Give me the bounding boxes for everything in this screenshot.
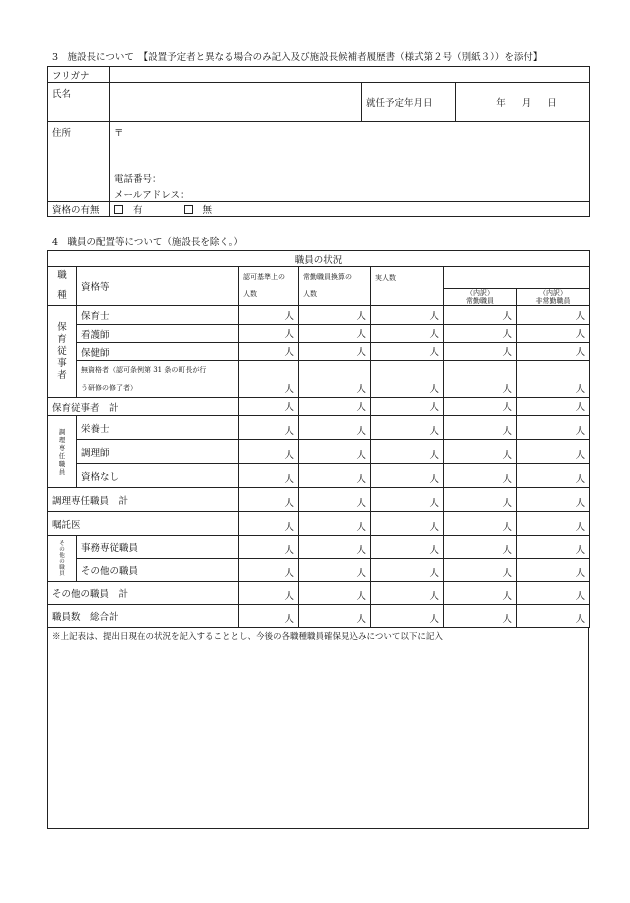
breakdown-header-blank bbox=[444, 267, 590, 289]
count-cell[interactable]: 人 bbox=[517, 464, 590, 488]
count-cell[interactable]: 人 bbox=[517, 536, 590, 559]
count-cell[interactable]: 人 bbox=[444, 361, 517, 398]
other-staff-group bbox=[48, 536, 77, 582]
count-cell[interactable]: 人 bbox=[517, 605, 590, 628]
group-char: 者 bbox=[57, 369, 67, 381]
group-char: の bbox=[59, 546, 65, 553]
count-cell[interactable]: 人 bbox=[444, 343, 517, 361]
count-cell[interactable]: 人 bbox=[371, 512, 444, 536]
fulltime-equiv-header-line: 人数 bbox=[303, 290, 317, 298]
childcare-worker-group bbox=[48, 306, 77, 398]
count-cell[interactable]: 人 bbox=[239, 440, 299, 464]
count-cell[interactable]: 人 bbox=[299, 464, 371, 488]
count-cell[interactable]: 人 bbox=[239, 559, 299, 582]
count-cell[interactable]: 人 bbox=[239, 306, 299, 325]
count-cell[interactable]: 人 bbox=[371, 306, 444, 325]
yes-checkbox[interactable] bbox=[114, 205, 123, 214]
yes-label: 有 bbox=[133, 205, 143, 216]
group-char: そ bbox=[59, 540, 65, 547]
count-cell[interactable]: 人 bbox=[517, 361, 590, 398]
count-cell[interactable]: 人 bbox=[239, 512, 299, 536]
row-label: 調理専任職員 計 bbox=[48, 488, 239, 512]
count-cell[interactable]: 人 bbox=[444, 605, 517, 628]
count-cell[interactable]: 人 bbox=[239, 325, 299, 343]
month-label: 月 bbox=[521, 98, 532, 109]
count-cell[interactable]: 人 bbox=[444, 440, 517, 464]
row-label: 資格なし bbox=[77, 464, 239, 488]
count-cell[interactable]: 人 bbox=[299, 536, 371, 559]
name-field[interactable] bbox=[110, 83, 362, 122]
count-cell[interactable]: 人 bbox=[299, 306, 371, 325]
approved-count-header bbox=[239, 267, 299, 306]
count-cell[interactable]: 人 bbox=[517, 440, 590, 464]
count-cell[interactable]: 人 bbox=[299, 605, 371, 628]
fulltime-staff-header-line: 常勤職員 bbox=[466, 297, 494, 305]
year-label: 年 bbox=[496, 98, 506, 109]
count-cell[interactable]: 人 bbox=[299, 343, 371, 361]
group-char: 調 bbox=[58, 427, 66, 436]
email-label: メールアドレス： bbox=[114, 190, 190, 201]
row-label: 事務専従職員 bbox=[77, 536, 239, 559]
group-char: 育 bbox=[57, 333, 67, 345]
postal-mark: 〒 bbox=[114, 128, 124, 139]
staffing-note: ※上記表は、提出日現在の状況を記入することとし、今後の各職種職員確保見込みについて以下に記入 bbox=[52, 632, 443, 642]
count-cell[interactable]: 人 bbox=[239, 464, 299, 488]
job-type-char: 職 bbox=[57, 270, 67, 281]
count-cell[interactable]: 人 bbox=[299, 488, 371, 512]
actual-count-header: 実人数 bbox=[371, 267, 444, 289]
approved-count-header-line: 人数 bbox=[243, 290, 257, 298]
count-cell[interactable]: 人 bbox=[239, 488, 299, 512]
count-cell[interactable]: 人 bbox=[299, 559, 371, 582]
count-cell[interactable]: 人 bbox=[299, 361, 371, 398]
count-cell[interactable]: 人 bbox=[239, 343, 299, 361]
group-char: 保 bbox=[57, 321, 67, 333]
approved-count-header-line: 認可基準上の bbox=[243, 273, 285, 281]
count-cell[interactable]: 人 bbox=[371, 605, 444, 628]
group-char: 従 bbox=[57, 345, 67, 357]
row-label-line: 無資格者（認可条例第 31 条の町長が行 bbox=[81, 366, 207, 374]
qualification-label: 資格の有無 bbox=[48, 202, 110, 217]
row-label: 保育士 bbox=[77, 306, 239, 325]
fulltime-staff-header-line: （内訳） bbox=[466, 289, 494, 297]
count-cell[interactable]: 人 bbox=[299, 416, 371, 440]
count-cell[interactable]: 人 bbox=[371, 536, 444, 559]
count-cell[interactable]: 人 bbox=[517, 512, 590, 536]
row-label: 保育従事者 計 bbox=[48, 398, 239, 416]
row-label-line: う研修の修了者） bbox=[81, 384, 137, 392]
count-cell[interactable]: 人 bbox=[444, 536, 517, 559]
phone-label: 電話番号： bbox=[114, 174, 162, 185]
row-label: 職員数 総合計 bbox=[48, 605, 239, 628]
row-label: その他の職員 計 bbox=[48, 582, 239, 605]
count-cell[interactable]: 人 bbox=[371, 343, 444, 361]
group-char: 職 bbox=[58, 459, 66, 468]
row-label: その他の職員 bbox=[77, 559, 239, 582]
start-date-field[interactable] bbox=[456, 83, 590, 122]
no-checkbox[interactable] bbox=[184, 205, 193, 214]
count-cell[interactable]: 人 bbox=[371, 464, 444, 488]
count-cell[interactable]: 人 bbox=[444, 488, 517, 512]
staff-status-header: 職員の状況 bbox=[48, 251, 590, 267]
row-label: 保健師 bbox=[77, 343, 239, 361]
group-char: 員 bbox=[58, 467, 66, 476]
count-cell[interactable]: 人 bbox=[239, 605, 299, 628]
job-type-header bbox=[48, 267, 77, 306]
qualification-header: 資格等 bbox=[77, 267, 239, 306]
count-cell[interactable]: 人 bbox=[239, 582, 299, 605]
group-char: 員 bbox=[59, 570, 65, 577]
count-cell[interactable]: 人 bbox=[239, 361, 299, 398]
count-cell[interactable]: 人 bbox=[239, 536, 299, 559]
count-cell[interactable]: 人 bbox=[444, 325, 517, 343]
group-char: 任 bbox=[58, 451, 66, 460]
address-field[interactable] bbox=[110, 122, 590, 202]
facility-head-table bbox=[47, 66, 590, 217]
staff-table bbox=[47, 250, 590, 628]
count-cell[interactable]: 人 bbox=[444, 464, 517, 488]
group-char: の bbox=[59, 558, 65, 565]
count-cell[interactable]: 人 bbox=[299, 582, 371, 605]
count-cell[interactable]: 人 bbox=[299, 512, 371, 536]
name-label: 氏名 bbox=[48, 83, 110, 122]
section3-title: 3 施設長について 【設置予定者と異なる場合のみ記入及び施設長候補者履歴書（様式第２号（別紙３））を添付】 bbox=[52, 52, 543, 63]
count-cell[interactable]: 人 bbox=[371, 361, 444, 398]
row-label: 調理師 bbox=[77, 440, 239, 464]
group-char: 他 bbox=[59, 552, 65, 559]
count-cell[interactable]: 人 bbox=[517, 325, 590, 343]
start-date-label: 就任予定年月日 bbox=[362, 83, 456, 122]
count-cell[interactable]: 人 bbox=[299, 440, 371, 464]
count-cell[interactable]: 人 bbox=[444, 559, 517, 582]
count-cell[interactable]: 人 bbox=[239, 416, 299, 440]
group-char: 理 bbox=[58, 435, 66, 444]
count-cell[interactable]: 人 bbox=[517, 343, 590, 361]
group-char: 事 bbox=[57, 357, 67, 369]
parttime-staff-header bbox=[517, 289, 590, 306]
row-label: 看護師 bbox=[77, 325, 239, 343]
row-label-unqualified bbox=[77, 361, 239, 398]
count-cell[interactable]: 人 bbox=[517, 488, 590, 512]
count-cell[interactable]: 人 bbox=[299, 398, 371, 416]
count-cell[interactable]: 人 bbox=[517, 306, 590, 325]
count-cell[interactable]: 人 bbox=[299, 325, 371, 343]
group-char: 職 bbox=[59, 564, 65, 571]
section4-title: 4 職員の配置等について（施設長を除く。） bbox=[52, 237, 243, 248]
count-cell[interactable]: 人 bbox=[444, 416, 517, 440]
furigana-label: フリガナ bbox=[48, 67, 110, 83]
count-cell[interactable]: 人 bbox=[517, 398, 590, 416]
row-label: 嘱託医 bbox=[48, 512, 239, 536]
fulltime-equiv-header bbox=[299, 267, 371, 306]
count-cell[interactable]: 人 bbox=[239, 398, 299, 416]
count-cell[interactable]: 人 bbox=[517, 416, 590, 440]
day-label: 日 bbox=[547, 98, 557, 109]
job-type-char: 種 bbox=[57, 290, 67, 301]
no-label: 無 bbox=[202, 205, 213, 216]
count-cell[interactable]: 人 bbox=[371, 582, 444, 605]
count-cell[interactable]: 人 bbox=[517, 582, 590, 605]
count-cell[interactable]: 人 bbox=[444, 306, 517, 325]
count-cell[interactable]: 人 bbox=[371, 398, 444, 416]
qualification-field bbox=[110, 202, 590, 217]
count-cell[interactable]: 人 bbox=[371, 325, 444, 343]
count-cell[interactable]: 人 bbox=[444, 512, 517, 536]
kitchen-staff-group bbox=[48, 416, 77, 488]
count-cell[interactable]: 人 bbox=[371, 440, 444, 464]
parttime-staff-header-line: （内訳） bbox=[539, 289, 568, 297]
row-label: 栄養士 bbox=[77, 416, 239, 440]
count-cell[interactable]: 人 bbox=[444, 398, 517, 416]
count-cell[interactable]: 人 bbox=[371, 488, 444, 512]
staffing-outlook-box[interactable] bbox=[47, 627, 589, 829]
count-cell[interactable]: 人 bbox=[371, 416, 444, 440]
count-cell[interactable]: 人 bbox=[517, 559, 590, 582]
fulltime-staff-header bbox=[444, 289, 517, 306]
address-label: 住所 bbox=[48, 122, 110, 202]
group-char: 専 bbox=[58, 443, 66, 452]
count-cell[interactable]: 人 bbox=[371, 559, 444, 582]
parttime-staff-header-line: 非常勤職員 bbox=[535, 297, 571, 305]
furigana-field[interactable] bbox=[110, 67, 590, 83]
count-cell[interactable]: 人 bbox=[444, 582, 517, 605]
actual-count-header-blank bbox=[371, 289, 444, 306]
fulltime-equiv-header-line: 常勤職員換算の bbox=[303, 273, 352, 281]
